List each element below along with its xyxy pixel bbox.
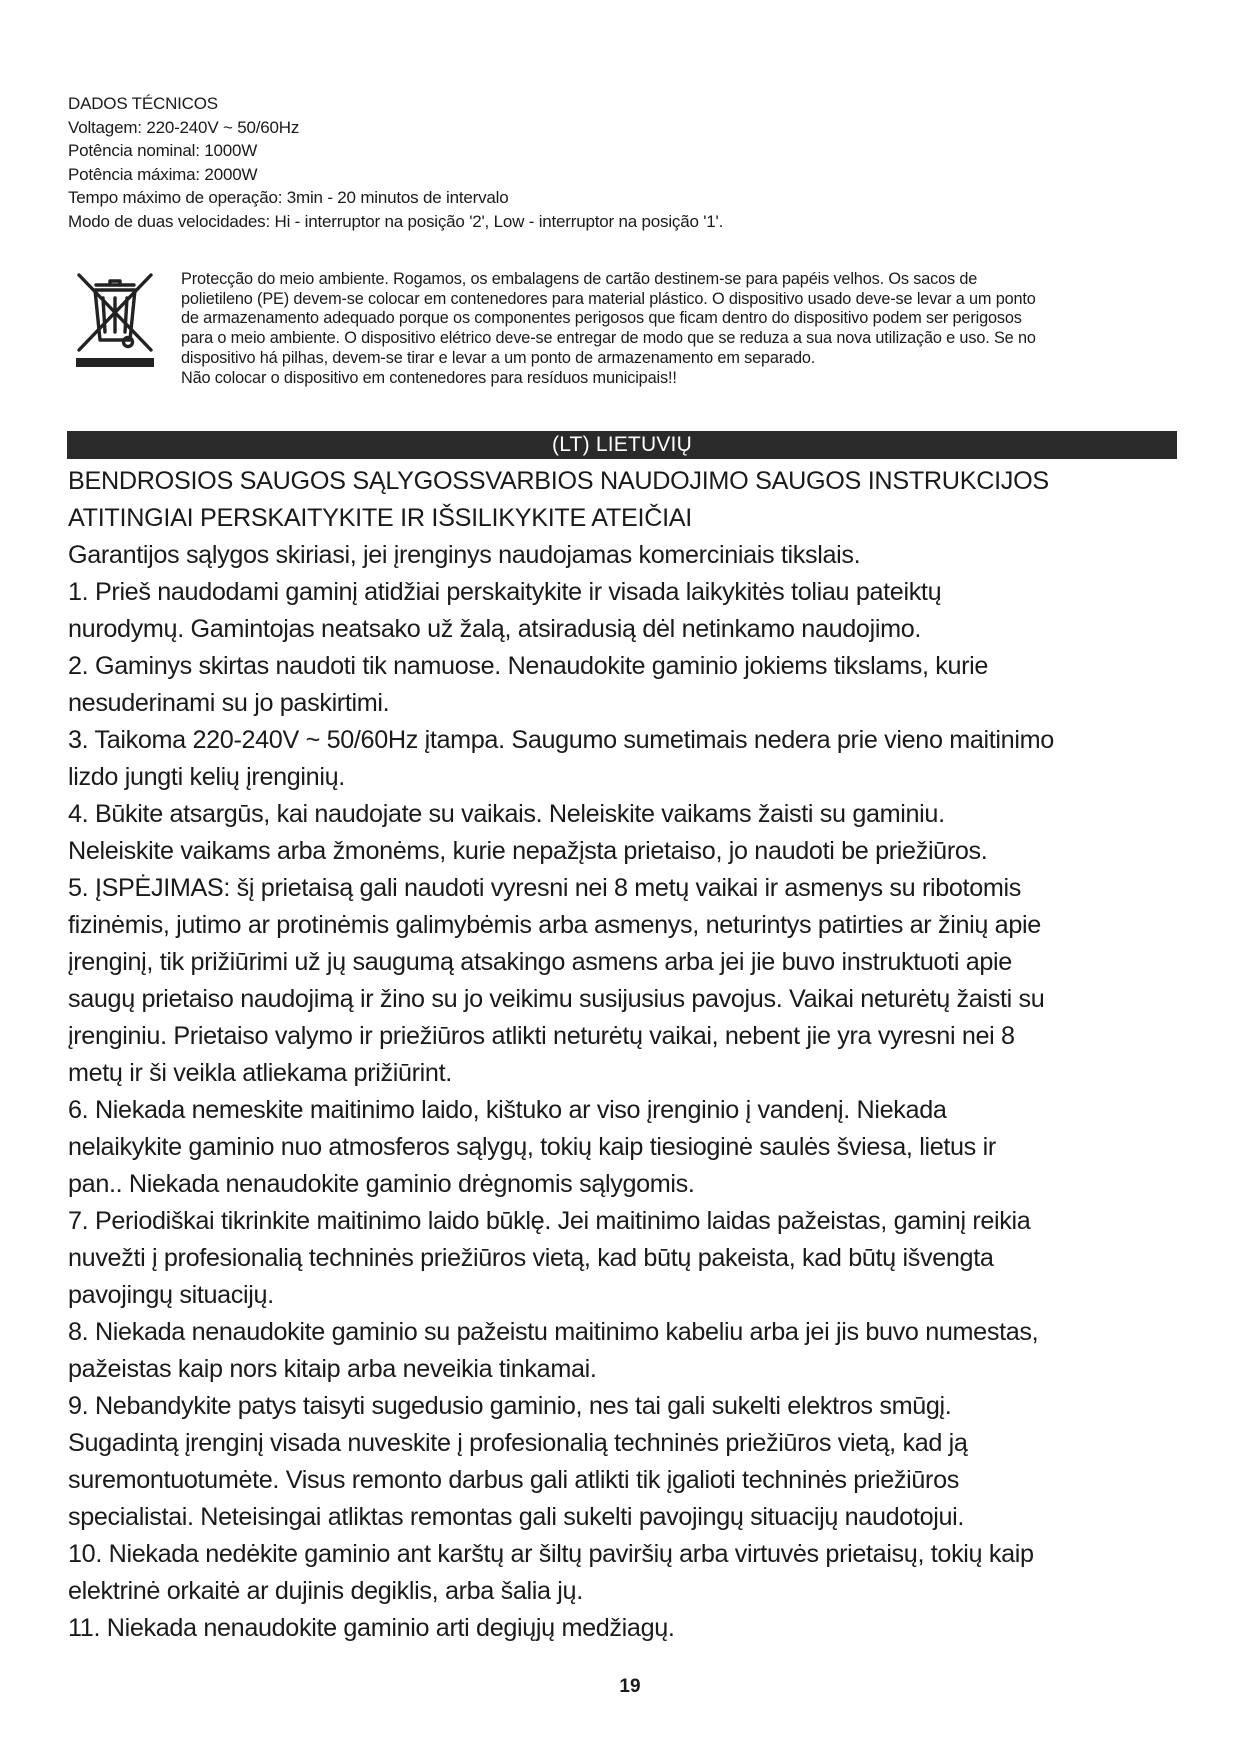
instruction-line: specialistai. Neteisingai atliktas remontas gali sukelti pavojingų situacijų naudotojui. [68,1503,965,1531]
instruction-line: nuvežti į profesionalią techninės priežiūros vietą, kad būtų pakeista, kad būtų išvengta [68,1244,994,1272]
instruction-line: Garantijos sąlygos skiriasi, jei įrenginys naudojamas komerciniais tikslais. [68,541,861,569]
instruction-line: 1. Prieš naudodami gaminį atidžiai perskaitykite ir visada laikykitės toliau pateiktų [68,578,942,606]
technical-data-section [68,92,1168,233]
instruction-line: 11. Niekada nenaudokite gaminio arti degiųjų medžiagų. [68,1614,675,1642]
instruction-line: nurodymų. Gamintojas neatsako už žalą, atsiradusią dėl netinkamo naudojimo. [68,615,922,643]
instruction-line: nelaikykite gaminio nuo atmosferos sąlygų, tokių kaip tiesioginė saulės šviesa, lietus ir [68,1133,996,1161]
crossed-out-wheelie-bin-icon [74,270,156,370]
instruction-line: įrenginį, tik prižiūrimi už jų saugumą atsakingo asmens arba jei jie buvo instruktuoti apie [68,948,1012,976]
safety-heading-line: BENDROSIOS SAUGOS SĄLYGOSSVARBIOS NAUDOJIMO SAUGOS INSTRUKCIJOS [68,467,1049,495]
spec-operation-time: Tempo máximo de operação: 3min - 20 minutos de intervalo [68,188,509,207]
environment-protection-text [181,270,1191,388]
environment-text-line: Protecção do meio ambiente. Rogamos, os embalagens de cartão destinem-se para papéis velhos. Os sacos de [181,270,978,288]
safety-heading [68,463,1178,537]
environment-text-line: para o meio ambiente. O dispositivo elétrico deve-se entregar de modo que se reduza a sua nova utilização e uso. Se no [181,329,1036,348]
instruction-line: 10. Niekada nedėkite gaminio ant karštų ar šiltų paviršių arba virtuvės prietaisų, tokių kaip [68,1540,1034,1568]
instruction-line: saugų prietaiso naudojimą ir žino su jo veikimu susijusius pavojus. Vaikai neturėtų žaisti su [68,985,1045,1013]
instruction-line: įrenginiu. Prietaiso valymo ir priežiūros atlikti neturėtų vaikai, nebent jie yra vyresni nei 8 [68,1022,1015,1050]
environment-text-line: dispositivo há pilhas, devem-se tirar e levar a um ponto de armazenamento em separado. [181,348,816,367]
instruction-line: Neleiskite vaikams arba žmonėms, kurie nepažįsta prietaiso, jo naudoti be priežiūros. [68,837,988,865]
environment-text-line: de armazenamento adequado porque os componentes perigosos que ficam dentro do dispositivo podem ser perigosos [181,309,1022,328]
instruction-line: pažeistas kaip nors kitaip arba neveikia tinkamai. [68,1355,597,1383]
spec-rated-power: Potência nominal: 1000W [68,141,258,160]
instruction-line: elektrinė orkaitė ar dujinis degiklis, arba šalia jų. [68,1577,583,1605]
environment-text-line: polietileno (PE) devem-se colocar em contenedores para material plástico. O dispositivo usado deve-se levar a um ponto [181,289,1036,308]
instruction-line: 3. Taikoma 220-240V ~ 50/60Hz įtampa. Saugumo sumetimais nedera prie vieno maitinimo [68,726,1054,754]
instruction-line: 2. Gaminys skirtas naudoti tik namuose. Nenaudokite gaminio jokiems tikslams, kurie [68,652,989,680]
instruction-line: 5. ĮSPĖJIMAS: šį prietaisą gali naudoti vyresni nei 8 metų vaikai ir asmenys su ribotomis [68,874,1021,902]
environment-protection-section [68,266,1188,396]
instruction-line: suremontuotumėte. Visus remonto darbus gali atlikti tik įgalioti techninės priežiūros [68,1466,959,1494]
instruction-line: 8. Niekada nenaudokite gaminio su pažeistu maitinimo kabeliu arba jei jis buvo numestas, [68,1318,1039,1346]
instruction-line: pan.. Niekada nenaudokite gaminio drėgnomis sąlygomis. [68,1170,695,1198]
spec-max-power: Potência máxima: 2000W [68,164,258,184]
environment-text-line: Não colocar o dispositivo em contenedores para resíduos municipais!! [181,368,677,387]
page-number: 19 [619,1676,641,1697]
technical-data-title: DADOS TÉCNICOS [68,94,218,113]
instruction-line: nesuderinami su jo paskirtimi. [68,689,390,717]
instruction-line: metų ir ši veikla atliekama prižiūrint. [68,1059,452,1087]
instruction-line: fizinėmis, jutimo ar protinėmis galimybėmis arba asmenys, neturintys patirties ar žinių apie [68,911,1041,939]
safety-heading-line: ATITINGIAI PERSKAITYKITE IR IŠSILIKYKITE ATEIČIAI [68,504,693,532]
instruction-line: 4. Būkite atsargūs, kai naudojate su vaikais. Neleiskite vaikams žaisti su gaminiu. [68,800,945,828]
instruction-line: pavojingų situacijų. [68,1281,274,1309]
instruction-line: 9. Nebandykite patys taisyti sugedusio gaminio, nes tai gali sukelti elektros smūgį. [68,1392,952,1420]
instruction-line: lizdo jungti kelių įrenginių. [68,763,345,791]
instruction-line: Sugadintą įrenginį visada nuveskite į profesionalią techninės priežiūros vietą, kad ją [68,1429,968,1457]
instruction-line: 7. Periodiškai tikrinkite maitinimo laido būklę. Jei maitinimo laidas pažeistas, gaminį reikia [68,1207,1031,1235]
language-section-bar: (LT) LIETUVIŲ [67,431,1177,459]
safety-instructions [68,463,1178,1647]
spec-voltage: Voltagem: 220-240V ~ 50/60Hz [68,117,300,137]
instruction-line: 6. Niekada nemeskite maitinimo laido, kištuko ar viso įrenginio į vandenį. Niekada [68,1096,947,1124]
spec-speed-mode: Modo de duas velocidades: Hi - interruptor na posição '2', Low - interruptor na posição '1'. [68,211,724,231]
